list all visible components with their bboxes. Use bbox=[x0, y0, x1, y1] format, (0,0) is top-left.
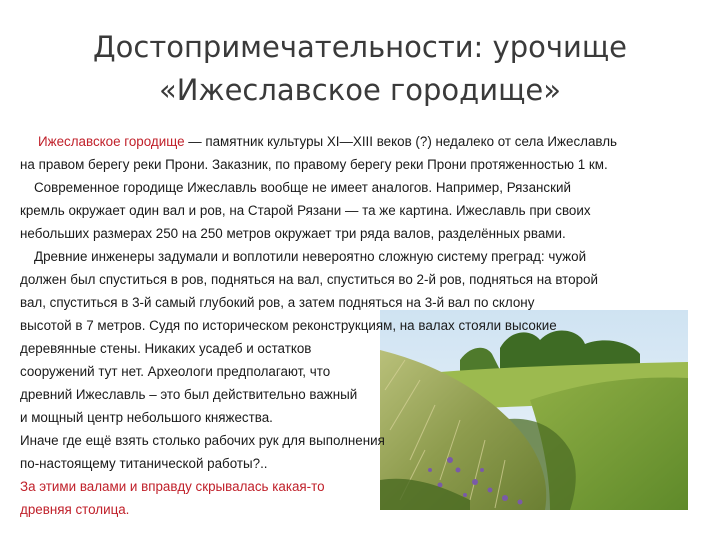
closing-line-1: За этими валами и вправду скрывалась какая-то bbox=[20, 479, 325, 494]
paragraph-2-line-2: кремль окружает один вал и ров, на Старой Рязани — та же картина. Ижеславль при своих bbox=[20, 203, 591, 218]
paragraph-3-line-6: сооружений тут нет. Археологи предполагают, что bbox=[20, 364, 331, 379]
paragraph-3-line-3: вал, спуститься в 3-й самый глубокий ров, а затем подняться на 3-й вал по склону bbox=[20, 295, 535, 310]
highlight-term: Ижеславское городище bbox=[38, 134, 185, 149]
paragraph-1-line-2: на правом берегу реки Прони. Заказник, по правому берегу реки Прони протяженностью 1 км. bbox=[20, 157, 608, 172]
paragraph-3-line-1: Древние инженеры задумали и воплотили невероятно сложную систему преград: чужой bbox=[34, 249, 587, 264]
slide-title bbox=[20, 26, 700, 112]
paragraph-2-line-3: небольших размерах 250 на 250 метров окружает три ряда валов, разделённых рвами. bbox=[20, 226, 566, 241]
body-text bbox=[20, 130, 700, 521]
closing-line-2: древняя столица. bbox=[20, 502, 130, 517]
paragraph-1-rest: — памятник культуры XI—XIII веков (?) недалеко от села Ижеславль bbox=[184, 134, 618, 149]
paragraph-3-line-7: древний Ижеславль – это был действительно важный bbox=[20, 387, 358, 402]
paragraph-3-line-2: должен был спуститься в ров, подняться на вал, спуститься во 2-й ров, подняться на второй bbox=[20, 272, 598, 287]
paragraph-3-line-5: деревянные стены. Никаких усадеб и остатков bbox=[20, 341, 312, 356]
paragraph-3-line-4: высотой в 7 метров. Судя по историческом реконструкциям, на валах стояли высокие bbox=[20, 318, 557, 333]
paragraph-1-line-1 bbox=[20, 130, 700, 153]
paragraph-3-line-9: Иначе где ещё взять столько рабочих рук для выполнения bbox=[20, 433, 385, 448]
title-line-2: «Ижеславское городище» bbox=[159, 73, 561, 107]
paragraph-3-line-10: по-настоящему титанической работы?.. bbox=[20, 456, 268, 471]
paragraph-2-line-1: Современное городище Ижеславль вообще не имеет аналогов. Например, Рязанский bbox=[34, 180, 571, 195]
paragraph-3-line-8: и мощный центр небольшого княжества. bbox=[20, 410, 273, 425]
title-line-1: Достопримечательности: урочище bbox=[92, 30, 627, 64]
